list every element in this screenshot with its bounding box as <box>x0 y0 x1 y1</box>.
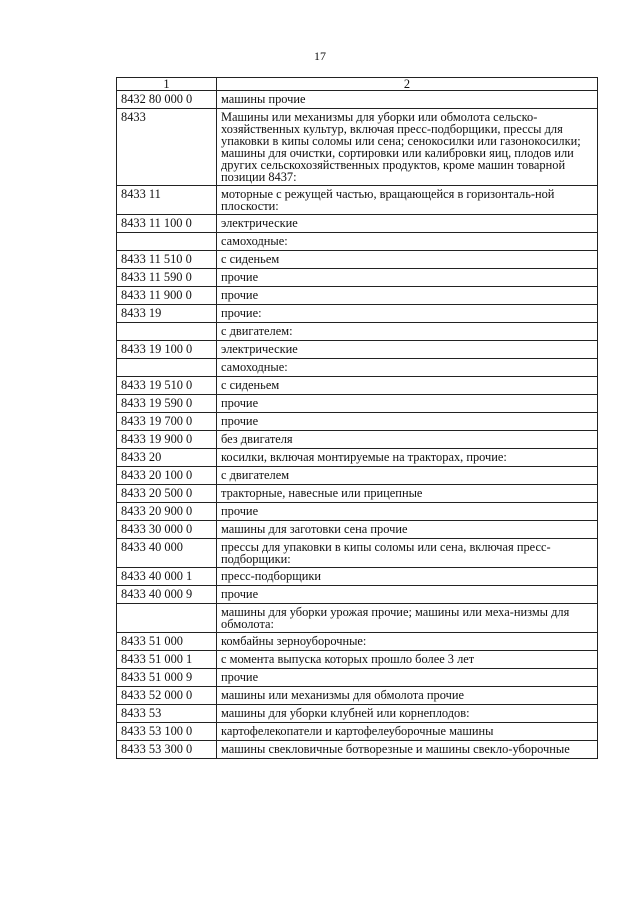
table-row <box>117 215 598 233</box>
code-cell <box>117 604 217 633</box>
description-cell: с момента выпуска которых прошло более 3 лет <box>217 651 598 669</box>
description-cell: с сиденьем <box>217 377 598 395</box>
table-row <box>117 539 598 568</box>
code-cell: 8433 30 000 0 <box>117 521 217 539</box>
code-cell: 8433 51 000 1 <box>117 651 217 669</box>
code-cell: 8433 20 500 0 <box>117 485 217 503</box>
description-cell: прочие <box>217 269 598 287</box>
table-row <box>117 669 598 687</box>
description-cell: электрические <box>217 215 598 233</box>
table-row <box>117 413 598 431</box>
tariff-table <box>116 77 598 759</box>
description-cell: машины прочие <box>217 91 598 109</box>
table-row <box>117 431 598 449</box>
code-cell: 8433 11 <box>117 186 217 215</box>
description-cell: прочие <box>217 669 598 687</box>
description-cell: без двигателя <box>217 431 598 449</box>
table-row <box>117 305 598 323</box>
description-cell: с двигателем <box>217 467 598 485</box>
description-cell: машины или механизмы для обмолота прочие <box>217 687 598 705</box>
code-cell: 8433 40 000 1 <box>117 568 217 586</box>
table-row <box>117 233 598 251</box>
table-row <box>117 705 598 723</box>
code-cell: 8433 19 100 0 <box>117 341 217 359</box>
description-cell: машины для уборки клубней или корнеплодов: <box>217 705 598 723</box>
code-cell: 8433 19 510 0 <box>117 377 217 395</box>
code-cell: 8433 11 510 0 <box>117 251 217 269</box>
header-row <box>117 78 598 91</box>
code-cell: 8433 20 900 0 <box>117 503 217 521</box>
description-cell: машины свекловичные ботворезные и машины свекло-уборочные <box>217 741 598 759</box>
table-body <box>117 91 598 759</box>
description-cell: прессы для упаковки в кипы соломы или сена, включая пресс-подборщики: <box>217 539 598 568</box>
description-cell: моторные с режущей частью, вращающейся в горизонталь-ной плоскости: <box>217 186 598 215</box>
description-cell: прочие <box>217 413 598 431</box>
description-cell: прочие: <box>217 305 598 323</box>
description-cell: прочие <box>217 287 598 305</box>
table-row <box>117 449 598 467</box>
table-row <box>117 568 598 586</box>
column-header-2: 2 <box>217 78 598 91</box>
description-cell: с сиденьем <box>217 251 598 269</box>
code-cell: 8433 51 000 9 <box>117 669 217 687</box>
description-cell: Машины или механизмы для уборки или обмолота сельско-хозяйственных культур, включая пресс-подборщики, прессы для упаковки в кипы соломы или сена; сенокосилки или газонокосилки; машины для очистки, сортировки или калибровки яиц, плодов или других сельскохозяйственных продуктов, кроме машин товарной позиции 8437: <box>217 109 598 186</box>
code-cell: 8433 19 900 0 <box>117 431 217 449</box>
description-cell: косилки, включая монтируемые на тракторах, прочие: <box>217 449 598 467</box>
table-row <box>117 651 598 669</box>
table-row <box>117 485 598 503</box>
code-cell: 8433 11 100 0 <box>117 215 217 233</box>
table-row <box>117 521 598 539</box>
table-row <box>117 723 598 741</box>
description-cell: машины для уборки урожая прочие; машины или меха-низмы для обмолота: <box>217 604 598 633</box>
table-row <box>117 91 598 109</box>
table-row <box>117 359 598 377</box>
code-cell <box>117 233 217 251</box>
table-row <box>117 269 598 287</box>
description-cell: комбайны зерноуборочные: <box>217 633 598 651</box>
description-cell: прочие <box>217 395 598 413</box>
description-cell: машины для заготовки сена прочие <box>217 521 598 539</box>
page-number: 17 <box>314 49 326 63</box>
code-cell: 8433 19 <box>117 305 217 323</box>
code-cell: 8433 11 900 0 <box>117 287 217 305</box>
description-cell: тракторные, навесные или прицепные <box>217 485 598 503</box>
code-cell: 8433 19 700 0 <box>117 413 217 431</box>
code-cell <box>117 359 217 377</box>
table-row <box>117 377 598 395</box>
code-cell: 8433 52 000 0 <box>117 687 217 705</box>
description-cell: картофелекопатели и картофелеуборочные машины <box>217 723 598 741</box>
table-row <box>117 741 598 759</box>
table-row <box>117 186 598 215</box>
description-cell: пресс-подборщики <box>217 568 598 586</box>
code-cell: 8433 11 590 0 <box>117 269 217 287</box>
description-cell: самоходные: <box>217 233 598 251</box>
code-cell <box>117 323 217 341</box>
table-row <box>117 109 598 186</box>
code-cell: 8433 53 300 0 <box>117 741 217 759</box>
table-row <box>117 586 598 604</box>
code-cell: 8433 40 000 <box>117 539 217 568</box>
table-row <box>117 633 598 651</box>
table-row <box>117 604 598 633</box>
table-row <box>117 323 598 341</box>
column-header-1: 1 <box>117 78 217 91</box>
code-cell: 8433 19 590 0 <box>117 395 217 413</box>
code-cell: 8433 20 100 0 <box>117 467 217 485</box>
code-cell: 8433 51 000 <box>117 633 217 651</box>
table-row <box>117 503 598 521</box>
description-cell: прочие <box>217 586 598 604</box>
table-row <box>117 287 598 305</box>
code-cell: 8433 53 <box>117 705 217 723</box>
table-row <box>117 341 598 359</box>
description-cell: электрические <box>217 341 598 359</box>
code-cell: 8433 <box>117 109 217 186</box>
table-row <box>117 687 598 705</box>
code-cell: 8432 80 000 0 <box>117 91 217 109</box>
code-cell: 8433 20 <box>117 449 217 467</box>
description-cell: прочие <box>217 503 598 521</box>
table-row <box>117 395 598 413</box>
code-cell: 8433 40 000 9 <box>117 586 217 604</box>
description-cell: самоходные: <box>217 359 598 377</box>
table-row <box>117 467 598 485</box>
code-cell: 8433 53 100 0 <box>117 723 217 741</box>
table-row <box>117 251 598 269</box>
description-cell: с двигателем: <box>217 323 598 341</box>
